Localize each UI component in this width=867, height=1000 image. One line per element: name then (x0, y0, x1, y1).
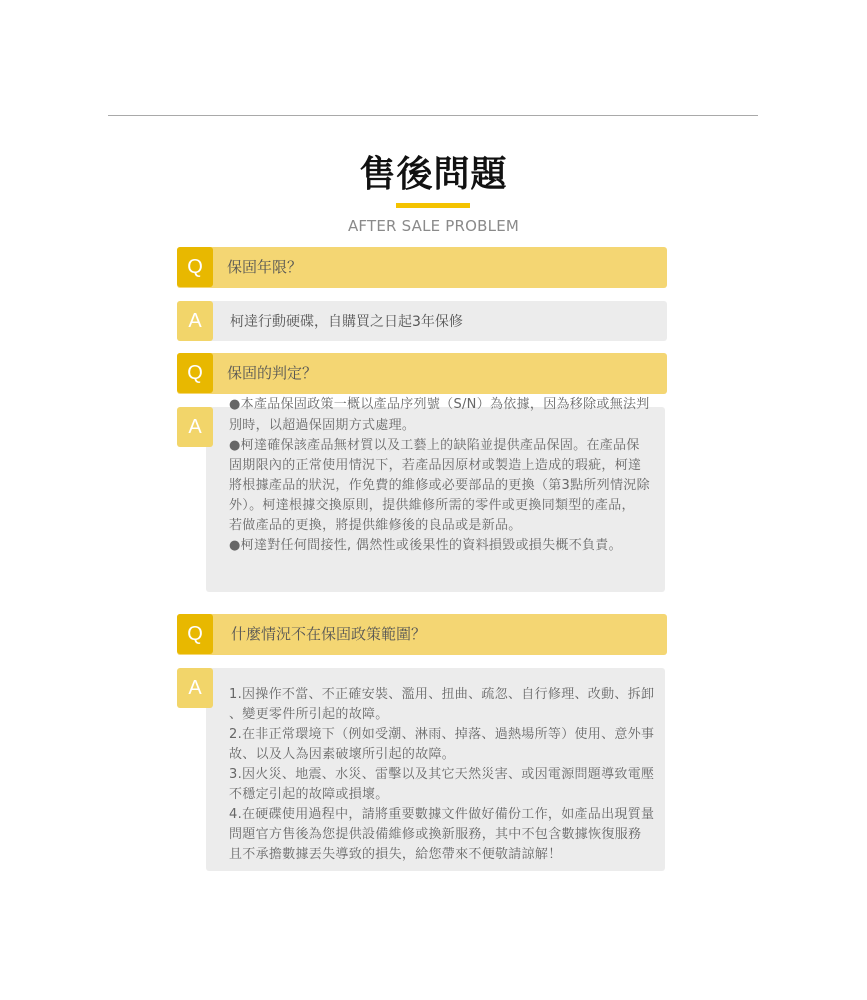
faq-3-answer-line: 4.在硬碟使用過程中，請將重要數據文件做好備份工作，如產品出現質量 (229, 807, 655, 822)
faq-3-answer-line: 2.在非正常環境下（例如受潮、淋雨、掉落、過熱場所等）使用、意外事 (229, 727, 655, 742)
title-underline (396, 203, 470, 208)
faq-2-answer-line: 別時，以超過保固期方式處理。 (229, 418, 416, 433)
faq-3-answer-line: 1.因操作不當、不正確安裝、濫用、扭曲、疏忽、自行修理、改動、拆卸 (229, 687, 655, 702)
faq-1-question: 保固年限？ (227, 258, 303, 276)
faq-2-answer-line: ●柯達對任何間接性, 偶然性或後果性的資料損毀或損失概不負責。 (229, 538, 622, 553)
faq-2-answer-line: ●柯達確保該產品無材質以及工藝上的缺陷並提供產品保固。在產品保 (229, 438, 640, 453)
faq-3-answer-line: 故、以及人為因素破壞所引起的故障。 (229, 747, 456, 762)
faq-3-answer-line: 3.因火災、地震、水災、雷擊以及其它天然災害、或因電源問題導致電壓 (229, 767, 655, 782)
faq-1-q-badge: Q (177, 247, 213, 287)
faq-2-answer-line: 外）。柯達根據交換原則，提供維修所需的零件或更換同類型的產品， (229, 498, 635, 513)
faq-3-answer-line: 問題官方售後為您提供設備維修或換新服務，其中不包含數據恢復服務 (229, 827, 642, 842)
faq-1-a-badge: A (177, 301, 213, 341)
faq-2-answer-line: 固期限內的正常使用情況下，若產品因原材或製造上造成的瑕疵，柯達 (229, 458, 642, 473)
page-subtitle: AFTER SALE PROBLEM (347, 217, 520, 235)
faq-2-a-badge: A (177, 407, 213, 447)
faq-3-q-badge: Q (177, 614, 213, 654)
faq-2-answer-line: 將根據產品的狀況，作免費的維修或必要部品的更換（第3點所列情況除 (229, 478, 650, 493)
faq-3-a-badge: A (177, 668, 213, 708)
faq-3-answer-line: 且不承擔數據丟失導致的損失，給您帶來不便敬請諒解！ (229, 847, 562, 862)
faq-2-answer-line: 若做產品的更換，將提供維修後的良品或是新品。 (229, 518, 522, 533)
faq-2-question: 保固的判定？ (227, 364, 318, 382)
faq-1-answer: 柯達行動硬碟，自購買之日起3年保修 (230, 314, 463, 330)
faq-3-answer-line: 不穩定引起的故障或損壞。 (229, 787, 389, 802)
faq-3-question: 什麼情況不在保固政策範圍？ (231, 625, 427, 643)
faq-3-answer-line: 、變更零件所引起的故障。 (229, 707, 389, 722)
faq-2-q-badge: Q (177, 353, 213, 393)
page-title: 售後問題 (359, 154, 508, 195)
faq-2-answer-line: ●本產品保固政策一概以產品序列號（S/N）為依據，因為移除或無法判 (229, 397, 650, 412)
top-divider (108, 115, 758, 116)
